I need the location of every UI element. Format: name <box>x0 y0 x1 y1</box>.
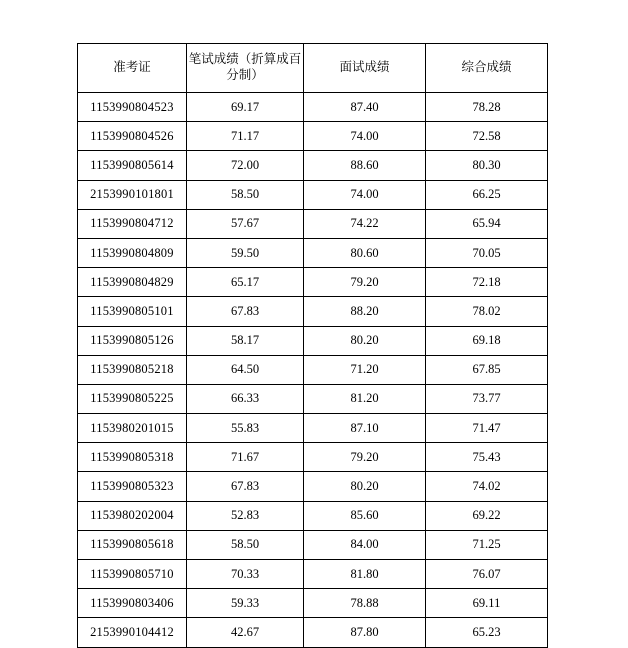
score-table-container <box>77 43 543 648</box>
cell-written-score: 70.33 <box>187 560 304 589</box>
cell-admission-ticket: 1153990805323 <box>78 472 187 501</box>
table-row <box>78 530 548 559</box>
cell-total-score: 76.07 <box>426 560 548 589</box>
cell-admission-ticket: 1153990805618 <box>78 530 187 559</box>
cell-total-score: 78.02 <box>426 297 548 326</box>
cell-interview-score: 78.88 <box>304 589 426 618</box>
table-header <box>78 44 548 93</box>
cell-interview-score: 85.60 <box>304 501 426 530</box>
cell-written-score: 65.17 <box>187 268 304 297</box>
cell-interview-score: 81.20 <box>304 384 426 413</box>
cell-admission-ticket: 1153990805225 <box>78 384 187 413</box>
cell-written-score: 55.83 <box>187 414 304 443</box>
cell-admission-ticket: 1153990804809 <box>78 238 187 267</box>
table-row <box>78 326 548 355</box>
cell-total-score: 69.18 <box>426 326 548 355</box>
cell-total-score: 69.11 <box>426 589 548 618</box>
table-row <box>78 501 548 530</box>
header-admission-ticket: 准考证 <box>78 44 187 93</box>
cell-written-score: 72.00 <box>187 151 304 180</box>
cell-total-score: 72.18 <box>426 268 548 297</box>
cell-admission-ticket: 2153990104412 <box>78 618 187 647</box>
cell-written-score: 71.67 <box>187 443 304 472</box>
cell-admission-ticket: 1153990803406 <box>78 589 187 618</box>
cell-interview-score: 80.20 <box>304 326 426 355</box>
cell-admission-ticket: 1153990804712 <box>78 209 187 238</box>
header-interview-score: 面试成绩 <box>304 44 426 93</box>
cell-written-score: 58.50 <box>187 180 304 209</box>
header-total-score: 综合成绩 <box>426 44 548 93</box>
cell-admission-ticket: 1153990804526 <box>78 122 187 151</box>
cell-interview-score: 79.20 <box>304 443 426 472</box>
table-row <box>78 180 548 209</box>
cell-interview-score: 80.60 <box>304 238 426 267</box>
cell-admission-ticket: 2153990101801 <box>78 180 187 209</box>
cell-admission-ticket: 1153990805710 <box>78 560 187 589</box>
cell-written-score: 57.67 <box>187 209 304 238</box>
cell-written-score: 66.33 <box>187 384 304 413</box>
table-row <box>78 268 548 297</box>
cell-total-score: 67.85 <box>426 355 548 384</box>
cell-interview-score: 87.80 <box>304 618 426 647</box>
cell-interview-score: 74.22 <box>304 209 426 238</box>
cell-admission-ticket: 1153990805101 <box>78 297 187 326</box>
cell-total-score: 66.25 <box>426 180 548 209</box>
table-row <box>78 297 548 326</box>
cell-admission-ticket: 1153980201015 <box>78 414 187 443</box>
cell-written-score: 59.33 <box>187 589 304 618</box>
cell-admission-ticket: 1153990805318 <box>78 443 187 472</box>
cell-written-score: 69.17 <box>187 93 304 122</box>
cell-interview-score: 84.00 <box>304 530 426 559</box>
table-row <box>78 355 548 384</box>
cell-interview-score: 74.00 <box>304 180 426 209</box>
cell-total-score: 65.23 <box>426 618 548 647</box>
table-header-row <box>78 44 548 93</box>
table-body <box>78 93 548 648</box>
cell-interview-score: 88.20 <box>304 297 426 326</box>
table-row <box>78 414 548 443</box>
cell-total-score: 75.43 <box>426 443 548 472</box>
cell-written-score: 71.17 <box>187 122 304 151</box>
score-table <box>77 43 548 648</box>
cell-admission-ticket: 1153980202004 <box>78 501 187 530</box>
cell-total-score: 71.25 <box>426 530 548 559</box>
table-row <box>78 560 548 589</box>
table-row <box>78 209 548 238</box>
table-row <box>78 443 548 472</box>
cell-total-score: 80.30 <box>426 151 548 180</box>
cell-written-score: 58.17 <box>187 326 304 355</box>
cell-interview-score: 87.10 <box>304 414 426 443</box>
cell-written-score: 67.83 <box>187 472 304 501</box>
cell-interview-score: 74.00 <box>304 122 426 151</box>
cell-total-score: 69.22 <box>426 501 548 530</box>
cell-total-score: 78.28 <box>426 93 548 122</box>
cell-written-score: 64.50 <box>187 355 304 384</box>
cell-written-score: 52.83 <box>187 501 304 530</box>
cell-admission-ticket: 1153990804523 <box>78 93 187 122</box>
cell-total-score: 70.05 <box>426 238 548 267</box>
cell-interview-score: 81.80 <box>304 560 426 589</box>
cell-admission-ticket: 1153990805126 <box>78 326 187 355</box>
cell-interview-score: 88.60 <box>304 151 426 180</box>
header-written-score: 笔试成绩（折算成百分制） <box>187 44 304 93</box>
table-row <box>78 618 548 647</box>
cell-written-score: 59.50 <box>187 238 304 267</box>
cell-total-score: 74.02 <box>426 472 548 501</box>
cell-admission-ticket: 1153990805614 <box>78 151 187 180</box>
cell-written-score: 42.67 <box>187 618 304 647</box>
cell-total-score: 71.47 <box>426 414 548 443</box>
table-row <box>78 472 548 501</box>
table-row <box>78 151 548 180</box>
cell-interview-score: 80.20 <box>304 472 426 501</box>
cell-admission-ticket: 1153990804829 <box>78 268 187 297</box>
cell-interview-score: 79.20 <box>304 268 426 297</box>
cell-written-score: 58.50 <box>187 530 304 559</box>
cell-total-score: 65.94 <box>426 209 548 238</box>
table-row <box>78 384 548 413</box>
cell-total-score: 73.77 <box>426 384 548 413</box>
table-row <box>78 93 548 122</box>
cell-total-score: 72.58 <box>426 122 548 151</box>
table-row <box>78 122 548 151</box>
cell-interview-score: 87.40 <box>304 93 426 122</box>
cell-written-score: 67.83 <box>187 297 304 326</box>
cell-admission-ticket: 1153990805218 <box>78 355 187 384</box>
cell-interview-score: 71.20 <box>304 355 426 384</box>
table-row <box>78 238 548 267</box>
table-row <box>78 589 548 618</box>
